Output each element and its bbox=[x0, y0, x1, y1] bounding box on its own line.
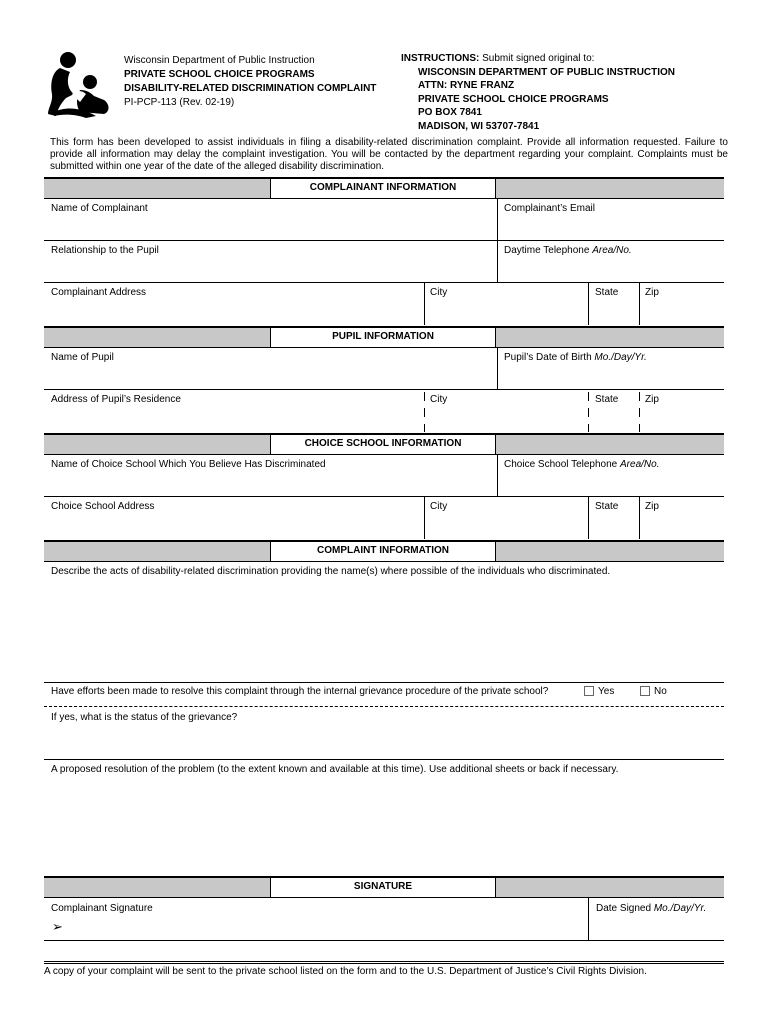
grievance-question: Have efforts been made to resolve this complaint through the internal grievance procedure of the private school? bbox=[51, 686, 549, 697]
resolution-label: A proposed resolution of the problem (to the extent known and available at this time). Use additional sheets or back if necessary. bbox=[51, 764, 619, 775]
pupil-name-label: Name of Pupil bbox=[51, 352, 114, 363]
zip-label: Zip bbox=[645, 394, 659, 405]
zip-label: Zip bbox=[645, 287, 659, 298]
zip-label: Zip bbox=[645, 501, 659, 512]
school-address-label: Choice School Address bbox=[51, 501, 155, 512]
address-line: PO BOX 7841 bbox=[418, 107, 482, 118]
complainant-email-label: Complainant’s Email bbox=[504, 203, 595, 214]
section-header-complainant bbox=[44, 177, 724, 199]
city-label: City bbox=[430, 394, 448, 405]
date-signed-label: Date Signed Mo./Day/Yr. bbox=[596, 903, 707, 914]
section-header-complaint bbox=[44, 540, 724, 562]
address-line: PRIVATE SCHOOL CHOICE PROGRAMS bbox=[418, 93, 609, 105]
dpi-logo bbox=[46, 50, 112, 120]
signature-label: Complainant Signature bbox=[51, 903, 153, 914]
section-title: SIGNATURE bbox=[270, 878, 496, 897]
pupil-address-label: Address of Pupil’s Residence bbox=[51, 394, 181, 405]
section-title: PUPIL INFORMATION bbox=[270, 328, 496, 347]
instructions-label: INSTRUCTIONS: bbox=[401, 53, 480, 64]
city-label: City bbox=[430, 287, 448, 298]
section-title: COMPLAINANT INFORMATION bbox=[270, 179, 496, 198]
no-label: No bbox=[654, 686, 667, 697]
address-line: ATTN: RYNE FRANZ bbox=[418, 80, 515, 91]
instructions-text: Submit signed original to: bbox=[482, 53, 595, 64]
section-title: CHOICE SCHOOL INFORMATION bbox=[270, 435, 496, 454]
section-header-pupil bbox=[44, 326, 724, 348]
yes-label: Yes bbox=[598, 686, 615, 697]
daytime-phone-label: Daytime Telephone Area/No. bbox=[504, 245, 632, 256]
pupil-dob-label: Pupil’s Date of Birth Mo./Day/Yr. bbox=[504, 352, 647, 363]
no-checkbox[interactable] bbox=[640, 686, 650, 696]
section-header-signature bbox=[44, 876, 724, 898]
form-number: PI-PCP-113 (Rev. 02-19) bbox=[124, 97, 235, 108]
state-label: State bbox=[595, 287, 619, 298]
arrow-icon: ➢ bbox=[52, 919, 63, 934]
describe-label: Describe the acts of disability-related discrimination providing the name(s) where possible of the individuals who discriminated. bbox=[51, 566, 611, 577]
relationship-label: Relationship to the Pupil bbox=[51, 245, 159, 256]
yes-checkbox[interactable] bbox=[584, 686, 594, 696]
instructions-block bbox=[401, 52, 731, 133]
dashed-divider bbox=[44, 706, 724, 707]
state-label: State bbox=[595, 501, 619, 512]
school-name-label: Name of Choice School Which You Believe Has Discriminated bbox=[51, 459, 326, 470]
address-line: WISCONSIN DEPARTMENT OF PUBLIC INSTRUCTION bbox=[418, 66, 676, 78]
header-left bbox=[124, 54, 404, 110]
complainant-address-label: Complainant Address bbox=[51, 287, 147, 298]
agency-name: Wisconsin Department of Public Instruction bbox=[124, 55, 315, 66]
city-label: City bbox=[430, 501, 448, 512]
address-line: MADISON, WI 53707-7841 bbox=[418, 120, 540, 132]
section-header-school bbox=[44, 433, 724, 455]
school-phone-label: Choice School Telephone Area/No. bbox=[504, 459, 660, 470]
complainant-name-label: Name of Complainant bbox=[51, 203, 148, 214]
grievance-status-label: If yes, what is the status of the grievance? bbox=[51, 712, 238, 723]
state-label: State bbox=[595, 394, 619, 405]
program-name: PRIVATE SCHOOL CHOICE PROGRAMS bbox=[124, 69, 315, 80]
intro-text: This form has been developed to assist individuals in filing a disability-related discrimination complaint. Provide all information requested. Failure to provide all information may delay the complaint investigation. You will be contacted by the department regarding your complaint. Complaints must be submitted within one year of the date of the alleged disability discrimination. bbox=[50, 137, 728, 172]
footer-note: A copy of your complaint will be sent to the private school listed on the form and to the U.S. Department of Justice’s Civil Rights Division. bbox=[44, 966, 647, 977]
section-title: COMPLAINT INFORMATION bbox=[270, 542, 496, 561]
form-title: DISABILITY-RELATED DISCRIMINATION COMPLAINT bbox=[124, 83, 377, 94]
